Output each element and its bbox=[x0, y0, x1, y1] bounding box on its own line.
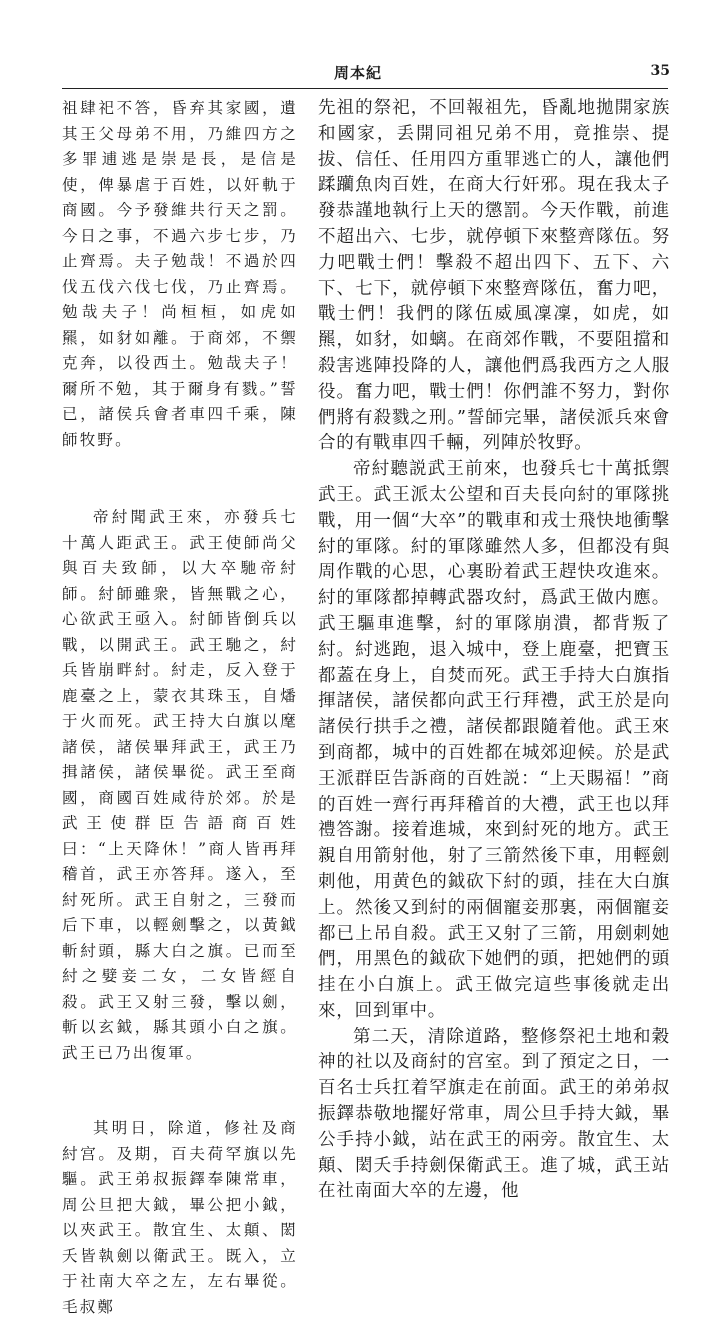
classical-paragraph-2: 帝紂聞武王來，亦發兵七十萬人距武王。武王使師尚父與百夫致師，以大卒馳帝紂師。紂師雖衆，皆無戰之心，心欲武王亟入。紂師皆倒兵以戰，以開武王。武王馳之，紂兵皆崩畔紂。紂走，反入登于鹿臺之上，蒙衣其珠玉，自燔于火而死。武王持大白旗以麾諸侯，諸侯畢拜武王，武王乃揖諸侯，諸侯畢從。武王至商國，商國百姓咸待於郊。於是武王使群臣告語商百姓曰：“上天降休！”商人皆再拜稽首，武王亦答拜。遂入，至紂死所。武王自射之，三發而后下車，以輕劍擊之，以黃鉞斬紂頭，縣大白之旗。已而至紂之嬖妾二女，二女皆經自殺。武王又射三發，擊以劍，斬以玄鉞，縣其頭小白之旗。武王已乃出復軍。 bbox=[62, 508, 298, 1062]
classical-paragraph-3: 其明日，除道，修社及商紂宫。及期，百夫荷罕旗以先驅。武王弟叔振鐸奉陳常車，周公旦把大鉞，畢公把小鉞，以夾武王。散宜生、太顛、閎夭皆執劍以衛武王。既入，立于社南大卒之左，左右畢從。毛叔鄭 bbox=[62, 1119, 298, 1316]
translation-paragraph-3: 第二天，清除道路，整修祭祀土地和穀神的社以及商紂的宫室。到了預定之日，一百名士兵扛着罕旗走在前面。武王的弟弟叔振鐸恭敬地擺好常車，周公旦手持大鉞，畢公手持小鉞，站在武王的兩旁。散宜生、太顛、閎夭手持劍保衛武王。進了城，武王站在社南面大卒的左邊，他 bbox=[318, 1026, 670, 1202]
translation-text-column bbox=[318, 96, 670, 1205]
translation-paragraph-2: 帝紂聽説武王前來，也發兵七十萬抵禦武王。武王派太公望和百夫長向紂的軍隊挑戰，用一個“大卒”的戰車和戎士飛快地衝擊紂的軍隊。紂的軍隊雖然人多，但都没有與周作戰的心思，心裏盼着武王趕快攻進來。紂的軍隊都掉轉武器攻紂，爲武王做内應。武王驅車進擊，紂的軍隊崩潰，都背叛了紂。紂逃跑，退入城中，登上鹿臺，把寶玉都蓋在身上，自焚而死。武王手持大白旗指揮諸侯，諸侯都向武王行拜禮，武王於是向諸侯行拱手之禮，諸侯都跟隨着他。武王來到商都，城中的百姓都在城郊迎候。於是武王派群臣告訴商的百姓説：“上天賜福！”商的百姓一齊行再拜稽首的大禮，武王也以拜禮答謝。接着進城，來到紂死的地方。武王親自用箭射他，射了三箭然後下車，用輕劍刺他，用黄色的鉞砍下紂的頭，挂在大白旗上。然後又到紂的兩個寵妾那裏，兩個寵妾都已上吊自殺。武王又射了三箭，用劍刺她們，用黑色的鉞砍下她們的頭，把她們的頭挂在小白旗上。武王做完這些事後就走出來，回到軍中。 bbox=[318, 459, 670, 1021]
page-title: 周本紀 bbox=[333, 64, 382, 82]
classical-text-column bbox=[62, 96, 298, 1320]
classical-paragraph-1: 祖肆祀不答，昏弃其家國，遺其王父母弟不用，乃維四方之多罪逋逃是崇是長，是信是使，俾暴虐于百姓，以奸軌于商國。今予發維共行天之罰。今日之事，不過六步七步，乃止齊焉。夫子勉哉！不過於四伐五伐六伐七伐，乃止齊焉。勉哉夫子！尚桓桓，如虎如羆，如豺如離。于商郊，不禦克奔，以役西土。勉哉夫子！爾所不勉，其于爾身有戮。”誓已，諸侯兵會者車四千乘，陳師牧野。 bbox=[62, 99, 298, 449]
page-number: 35 bbox=[650, 63, 670, 79]
header-rule bbox=[62, 88, 668, 89]
translation-paragraph-1: 先祖的祭祀，不回報祖先，昏亂地拋開家族和國家，丢開同祖兄弟不用，竟推崇、提拔、信任、任用四方重罪逃亡的人，讓他們蹂躪魚肉百姓，在商大行奸邪。現在我太子發恭謹地執行上天的懲罰。今天作戰，前進不超出六、七步，就停頓下來整齊隊伍。努力吧戰士們！擊殺不超出四下、五下、六下、七下，就停頓下來整齊隊伍，奮力吧，戰士們！我們的隊伍威風凜凜，如虎，如羆，如豺，如螭。在商郊作戰，不要阻擋和殺害逃陣投降的人，讓他們爲我西方之人服役。奮力吧，戰士們！你們誰不努力，對你們將有殺戮之刑。”誓師完畢，諸侯派兵來會合的有戰車四千輛，列陣於牧野。 bbox=[318, 98, 670, 454]
